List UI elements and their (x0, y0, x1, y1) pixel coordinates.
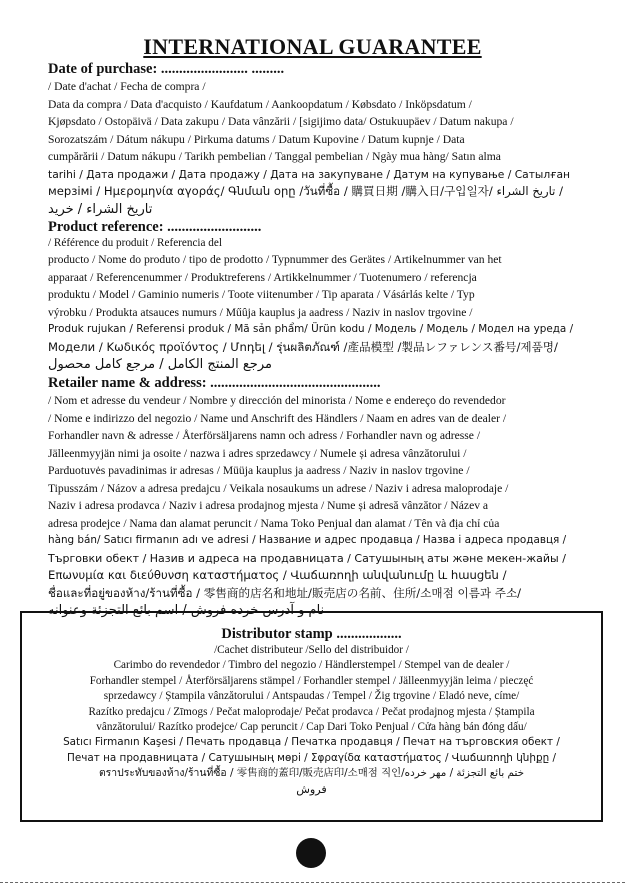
retailer-translation-line: Naziv i adresa prodavca / Naziv i adresa prodajnog mjesta / Nume și adresă vânzător / Název a (48, 499, 489, 512)
retailer-translation-line: / Nom et adresse du vendeur / Nombre y dirección del minorista / Nome e endereço do revendedor (48, 394, 506, 407)
distributor-translation-line: Razítko predajcu / Zīmogs / Pečat maloprodaje/ Pečat prodavca / Pečat prodajnog mjesta / Ștampila (88, 705, 535, 718)
retailer-translation-line: Forhandler navn & adresse / Återförsäljarens namn och adress / Forhandler navn og adresse / (48, 429, 481, 442)
reference-translation-line: produktu / Model / Gaminio numeris / Toote viitenumber / Tip aparata / Vásárlás kelte / Typ (48, 288, 475, 302)
distributor-translation-line: Forhandler stempel / Återförsäljarens stämpel / Forhandler stempel / Jälleenmyyjän leima / pieczęć (89, 674, 534, 687)
distributor-stamp-box[interactable] (20, 611, 603, 822)
product-reference-section (48, 218, 575, 374)
reference-translation-line: výrobku / Produkta atsauces numurs / Műûja kauplus ja aadress / Naziv in naslov trgovine / (48, 305, 473, 319)
retailer-heading (48, 374, 575, 392)
retailer-translation-line: hàng bán/ Satıcı firmanın adı ve adresi / Название и адрес продавца / Назва і адреса продавця / (48, 534, 567, 546)
page-title: INTERNATIONAL GUARANTEE (143, 34, 482, 59)
distributor-translation-line: Печат на продавницата / Сатушының мөрі / Σφραγίδα καταστήματος / Վաճառողի կնիքը / (67, 751, 556, 764)
distributor-stamp-text (22, 625, 601, 797)
retailer-translation-line: Търговки обект / Назив и адреса на продавницата / Сатушының аты және мекен-жайы / (48, 551, 566, 565)
retailer-translation-line: Jälleenmyyjän nimi ja osoite / nazwa i adres sprzedawcy / Numele și adresa vânzătorului / (48, 446, 467, 460)
date-of-purchase-translation: / Date d'achat / Fecha de compra / (48, 80, 206, 93)
purchase-translation-line: мерзімі / Ημερομηνία αγοράς/ Գնման օրը /วันที่ซื้อ / 購買日期 /購入日/구입일자/ تاريخ الشراء / (48, 184, 563, 198)
distributor-translation-line: ตราประทับของห้าง/ร้านที่ซื้อ / 零售商的蓋印/販売店印/소매점 직인/ختم بائع التجزئة / مهر خرده (98, 767, 525, 780)
reference-translation-line: producto / Nome do produto / tipo de prodotto / Typnummer des Gerätes / Artikelnummer van het (48, 253, 502, 267)
product-reference-fill-line[interactable]: .......................... (163, 219, 262, 235)
retailer-translation-line: / Nome e indirizzo del negozio / Name und Anschrift des Händlers / Naam en adres van de dealer / (48, 411, 507, 425)
purchase-translation-line: Sorozatszám / Dátum nákupu / Pirkuma datums / Datum Kupovine / Datum kupnje / Data (48, 132, 465, 146)
date-of-purchase-heading (48, 60, 575, 96)
purchase-translation-line: Data da compra / Data d'acquisto / Kaufdatum / Aankoopdatum / Købsdato / Inköpsdatum / (48, 97, 472, 111)
distributor-stamp-heading (22, 625, 601, 658)
purchase-translation-line: Kjøpsdato / Ostopäivä / Data zakupu / Data vânzării / [sigijimo data/ Ostukuupäev / Datum nakupa / (48, 115, 514, 128)
date-of-purchase-label: Date of purchase: (48, 61, 158, 77)
retailer-fill-line[interactable]: ............................................... (206, 375, 381, 391)
reference-translation-line: Produk rujukan / Referensi produk / Mã sản phẩm/ Ürün kodu / Модель / Модель / Модел на уреда / (48, 323, 574, 336)
distributor-stamp-translation: /Cachet distributeur /Sello del distribuidor / (214, 644, 409, 656)
distributor-translation-line: Carimbo do revendedor / Timbro del negozio / Händlerstempel / Stempel van de dealer / (113, 659, 510, 672)
retailer-label: Retailer name & address: (48, 375, 207, 391)
product-reference-label: Product reference: (48, 219, 164, 235)
reference-translation-line: apparaat / Referencenummer / Produktreferens / Artikkelnummer / Tuotenumero / referencja (48, 270, 477, 284)
retailer-translation-line: Επωνυμία και διεύθυνση καταστήματος / Վաճառողի անվանումը և հասցեն / (48, 568, 507, 582)
reference-translation-rtl-line: مرجع المنتج الكامل / مرجع كامل محصول (48, 357, 272, 373)
product-reference-heading (48, 218, 575, 251)
distributor-translation-line: Satıcı Firmanın Kaşesi / Печать продавца / Печатка продавця / Печат на търговския обект / (63, 736, 560, 749)
purchase-translation-rtl-line: تاريخ الشراء / خريد (48, 201, 153, 217)
retailer-translation-line: ชื่อและที่อยู่ของห้าง/ร้านที่ซื้อ / 零售商的店名和地址/販売店の名前、住所/소매점 이름과 주소/ (48, 585, 522, 600)
retailer-translation-line: Parduotuvės pavadinimas ir adresas / Müüja kauplus ja aadress / Naziv in naslov trgovine / (48, 464, 470, 477)
retailer-translation-rtl-line: نام و آدرس خرده فروش / اسم بائع التجزئة وعنوانه (48, 603, 325, 618)
distributor-translation-line: vânzătorului/ Razítko prodejce/ Cap peruncit / Cap Dari Toko Penjual / Cửa hàng bán đóng dấu/ (96, 721, 527, 734)
distributor-translation-rtl-line: فروش (296, 782, 327, 796)
retailer-translation-line: adresa prodejce / Nama dan alamat peruncit / Nama Toko Penjual dan alamat / Tên và địa chỉ của (48, 516, 500, 530)
purchase-translation-line: cumpărării / Datum nákupu / Tarikh pembelian / Tanggal pembelian / Ngày mua hàng/ Satın alma (48, 150, 501, 163)
purchase-translation-line: tarihi / Дата продажи / Дата продажу / Дата на закупуване / Датум на купување / Сатылған (48, 167, 571, 181)
date-of-purchase-section (48, 60, 575, 219)
retailer-section (48, 374, 575, 620)
distributor-translation-line: sprzedawcy / Ștampila vânzătorului / Antspaudas / Tempel / Žig trgovine / Eladó neve, címe/ (103, 690, 520, 703)
distributor-stamp-fill-line: .................. (332, 626, 402, 642)
page-marker-dot (296, 838, 326, 868)
retailer-translation-line: Tipusszám / Názov a adresa predajcu / Veikala nosaukums un adrese / Naziv i adresa maloprodaje / (48, 481, 509, 495)
distributor-stamp-label: Distributor stamp (221, 626, 333, 642)
date-of-purchase-fill-line[interactable]: ........................ ......... (157, 61, 285, 77)
reference-translation-line: Модели / Κωδικός προϊόντος / Մոդել / รุ่นผลิตภัณฑ์ /產品模型 /製品レファレンス番号/제품명/ (48, 339, 558, 354)
product-reference-translation: / Référence du produit / Referencia del (48, 237, 222, 249)
